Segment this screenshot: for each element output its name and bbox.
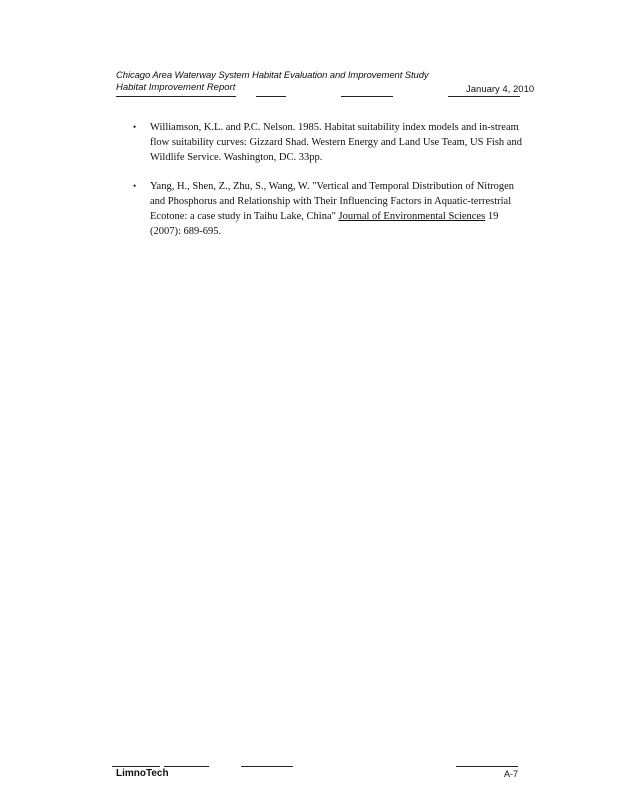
- header-rule: [448, 96, 520, 97]
- footer-rule: [164, 766, 209, 767]
- footer-brand: LimnoTech: [116, 768, 169, 779]
- reference-text-tail: 19 (2007): 689-695.: [150, 211, 499, 237]
- header-subtitle: Habitat Improvement Report: [116, 82, 236, 93]
- journal-title-link[interactable]: Journal of Environmental Sciences: [338, 211, 486, 222]
- reference-list: [133, 120, 528, 253]
- header-rule: [256, 96, 286, 97]
- bullet-icon: •: [133, 181, 137, 191]
- reference-item: [133, 120, 528, 165]
- header-rule: [116, 96, 236, 97]
- reference-text: Yang, H., Shen, Z., Zhu, S., Wang, W. "Vertical and Temporal Distribution of Nitrogen and Phosphorus and Relationship with Their Influencing Factors in Aquatic-terrestrial Ecotone: a case study in Taihu Lake, China": [150, 181, 515, 222]
- footer-rule: [456, 766, 518, 767]
- header-date: January 4, 2010: [466, 84, 535, 95]
- reference-item: [133, 179, 528, 239]
- header-title: Chicago Area Waterway System Habitat Evaluation and Improvement Study: [116, 70, 429, 81]
- header-rule: [341, 96, 393, 97]
- page-number: A-7: [504, 769, 519, 779]
- bullet-icon: •: [133, 122, 137, 132]
- reference-text: Williamson, K.L. and P.C. Nelson. 1985. Habitat suitability index models and in-stream flow suitability curves: Gizzard Shad. Western Energy and Land Use Team, US Fish and Wildlife Service. Washington, DC. 33pp.: [150, 122, 522, 163]
- footer-rule: [241, 766, 293, 767]
- footer-rule: [112, 766, 160, 767]
